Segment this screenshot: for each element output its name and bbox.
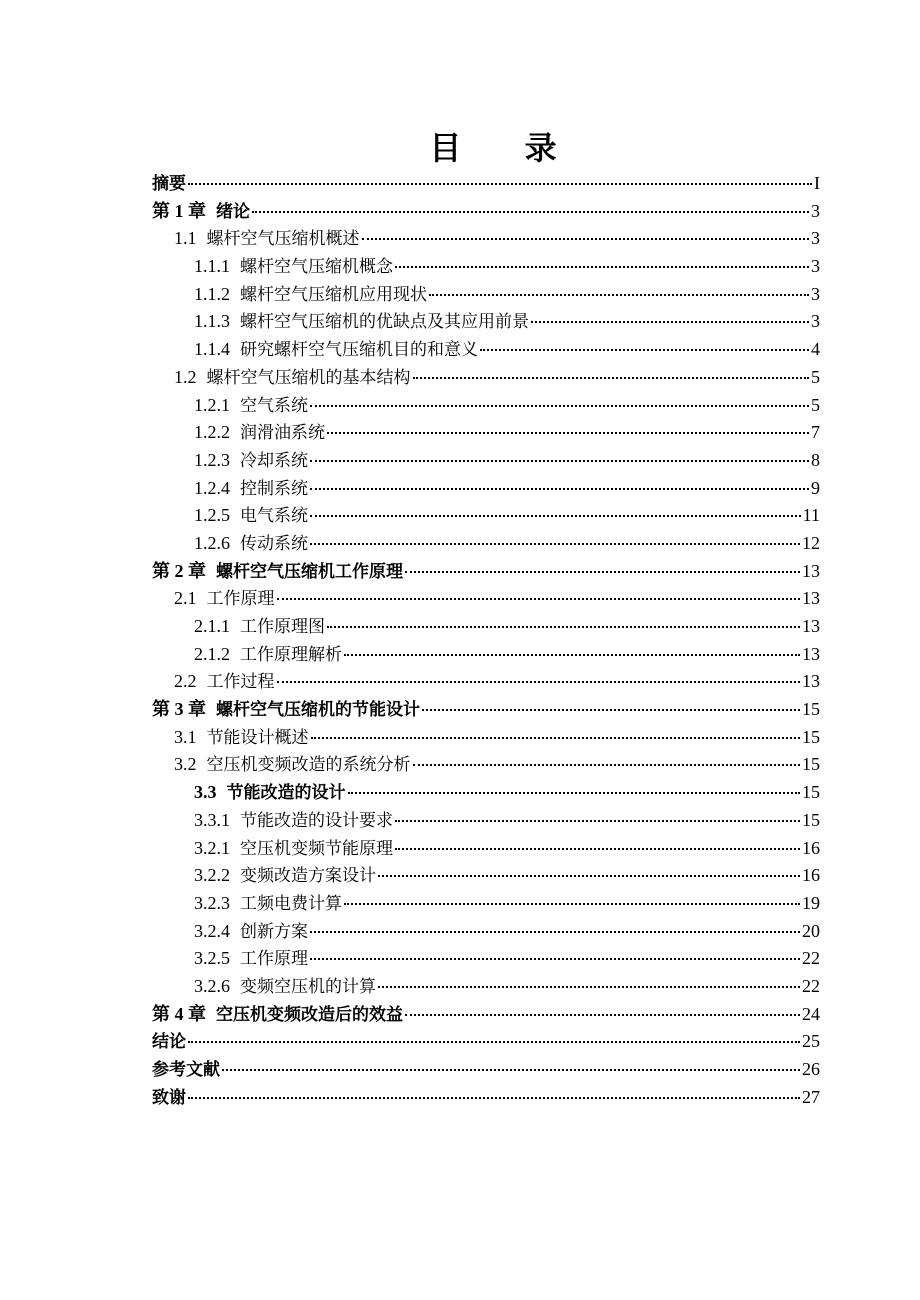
toc-entry-label: [194, 807, 393, 836]
toc-entry-title: 传动系统: [240, 533, 308, 554]
toc-entry[interactable]: [152, 447, 820, 475]
toc-entry[interactable]: [152, 696, 820, 724]
toc-entry-page-number: 7: [811, 422, 820, 443]
toc-entry-label: [194, 613, 325, 642]
toc-entry-number: 1.1: [174, 228, 197, 249]
toc-entry-label: [152, 1057, 220, 1085]
toc-entry-page-number: 15: [802, 726, 820, 747]
toc-entry-title: 空气系统: [240, 395, 308, 416]
toc-entry-label: [194, 475, 308, 504]
toc-entry-number: 第 1 章: [152, 200, 206, 221]
toc-dot-leader: [395, 820, 800, 822]
toc-entry-label: [194, 862, 376, 891]
toc-entry-number: 1.2.5: [194, 505, 230, 526]
toc-entry-page-number: 19: [802, 892, 820, 913]
toc-entry-page-number: 15: [802, 809, 820, 830]
toc-dot-leader: [188, 1041, 800, 1043]
toc-dot-leader: [395, 848, 800, 850]
toc-entry-number: 1.2.6: [194, 532, 230, 553]
toc-dot-leader: [378, 875, 800, 877]
toc-entry[interactable]: [152, 585, 820, 613]
toc-entry[interactable]: [152, 198, 820, 226]
toc-entry-title: 工作原理: [206, 589, 275, 610]
toc-entry[interactable]: [152, 419, 820, 447]
toc-entry-page-number: 3: [811, 311, 820, 332]
toc-entry-title: 螺杆空气压缩机的基本结构: [206, 367, 411, 388]
toc-entry[interactable]: [152, 558, 820, 586]
toc-entry-page-number: 3: [811, 256, 820, 277]
toc-entry-label: [194, 447, 308, 476]
toc-entry-label: [194, 502, 308, 531]
toc-entry-label: [194, 890, 342, 919]
toc-entry-number: 3.2: [174, 754, 197, 775]
toc-entry-label: [174, 364, 411, 393]
toc-entry-title: 电气系统: [240, 506, 308, 527]
toc-entry-title: 螺杆空气压缩机概述: [206, 229, 360, 250]
toc-entry[interactable]: [152, 1084, 820, 1112]
toc-entry-label: [152, 696, 420, 725]
toc-entry-title: 变频空压机的计算: [240, 976, 376, 997]
toc-entry-title: 参考文献: [152, 1060, 220, 1080]
toc-entry-title: 控制系统: [240, 478, 308, 499]
toc-entry[interactable]: [152, 170, 820, 198]
toc-entry-page-number: 22: [802, 975, 820, 996]
toc-entry-title: 节能设计概述: [206, 727, 309, 748]
toc-entry-title: 创新方案: [240, 921, 308, 942]
toc-entry-title: 螺杆空气压缩机工作原理: [216, 561, 403, 582]
toc-entry-number: 第 4 章: [152, 1003, 206, 1024]
toc-entry[interactable]: [152, 807, 820, 835]
toc-entry-title: 工作原理图: [240, 617, 325, 637]
toc-entry-number: 3.2.5: [194, 948, 230, 969]
toc-entry[interactable]: [152, 779, 820, 807]
toc-entry[interactable]: [152, 862, 820, 890]
toc-entry-label: [194, 336, 478, 365]
toc-dot-leader: [188, 183, 812, 185]
toc-entry-number: 第 2 章: [152, 560, 206, 581]
toc-entry[interactable]: [152, 308, 820, 336]
toc-entry-page-number: 25: [802, 1031, 820, 1052]
toc-entry[interactable]: [152, 364, 820, 392]
toc-entry[interactable]: [152, 530, 820, 558]
toc-entry[interactable]: [152, 392, 820, 420]
toc-dot-leader: [310, 460, 809, 462]
toc-dot-leader: [310, 488, 809, 490]
toc-entry[interactable]: [152, 502, 820, 530]
toc-entry-title: 螺杆空气压缩机的节能设计: [216, 700, 420, 721]
toc-entry-page-number: 13: [802, 643, 820, 664]
toc-entry-page-number: 11: [802, 505, 820, 526]
toc-entry-number: 1.2: [174, 366, 197, 387]
toc-entry-page-number: 3: [811, 228, 820, 249]
toc-entry-title: 节能改造的设计: [226, 783, 346, 804]
toc-entry[interactable]: [152, 668, 820, 696]
toc-entry-page-number: 3: [811, 200, 820, 221]
toc-entry-label: [152, 1085, 186, 1113]
toc-entry-label: [194, 918, 308, 947]
toc-entry-label: [152, 198, 250, 227]
toc-entry-title: 节能改造的设计要求: [240, 810, 393, 831]
toc-entry-number: 3.3.1: [194, 809, 230, 830]
toc-list: [152, 170, 820, 1111]
toc-entry-label: [174, 225, 360, 254]
toc-entry[interactable]: [152, 475, 820, 503]
toc-entry-number: 1.2.2: [194, 422, 230, 443]
toc-entry-page-number: 22: [802, 948, 820, 969]
toc-dot-leader: [531, 321, 809, 323]
toc-dot-leader: [310, 515, 801, 517]
toc-entry-title: 工作原理: [240, 949, 308, 970]
toc-entry-number: 3.2.2: [194, 865, 230, 886]
toc-dot-leader: [413, 377, 810, 379]
toc-dot-leader: [310, 958, 800, 960]
toc-entry-page-number: 13: [802, 616, 820, 636]
toc-entry-title: 结论: [152, 1032, 186, 1053]
toc-entry-page-number: 26: [802, 1059, 820, 1079]
toc-entry-page-number: 5: [811, 366, 820, 387]
toc-entry[interactable]: [152, 1056, 820, 1084]
toc-dot-leader: [310, 931, 800, 933]
toc-entry-page-number: 15: [802, 699, 820, 720]
toc-entry-label: [194, 392, 308, 421]
toc-dot-leader: [395, 266, 809, 268]
toc-entry[interactable]: [152, 890, 820, 918]
toc-dot-leader: [344, 654, 800, 656]
toc-title: 目 录: [429, 129, 583, 167]
toc-entry-title: 致谢: [152, 1087, 186, 1108]
toc-entry[interactable]: [152, 336, 820, 364]
toc-entry[interactable]: [152, 613, 820, 641]
toc-entry[interactable]: [152, 835, 820, 863]
toc-entry[interactable]: [152, 724, 820, 752]
toc-dot-leader: [222, 1069, 800, 1071]
toc-entry-label: [194, 779, 346, 808]
toc-entry-title: 冷却系统: [240, 450, 308, 471]
toc-entry-number: 1.2.4: [194, 477, 230, 498]
toc-entry-title: 螺杆空气压缩机的优缺点及其应用前景: [240, 312, 529, 333]
toc-dot-leader: [422, 709, 800, 711]
toc-entry[interactable]: [152, 973, 820, 1001]
toc-entry-label: [174, 668, 275, 697]
toc-entry-number: 第 3 章: [152, 699, 206, 720]
toc-entry-label: [174, 585, 275, 614]
toc-dot-leader: [344, 903, 800, 905]
toc-entry-label: [174, 751, 411, 780]
toc-dot-leader: [327, 432, 809, 434]
toc-entry-label: [194, 253, 393, 282]
toc-dot-leader: [378, 986, 800, 988]
toc-entry-number: 1.1.1: [194, 256, 230, 277]
toc-entry[interactable]: [152, 1001, 820, 1029]
toc-entry-label: [194, 945, 308, 974]
toc-entry-page-number: 24: [802, 1003, 820, 1024]
toc-entry-title: 螺杆空气压缩机应用现状: [240, 284, 427, 305]
toc-entry-title: 工作原理解析: [240, 644, 342, 665]
toc-entry-page-number: 27: [802, 1086, 820, 1107]
toc-entry-title: 润滑油系统: [240, 423, 325, 444]
toc-entry-title: 空压机变频改造的系统分析: [206, 755, 411, 776]
toc-entry-page-number: 3: [811, 283, 820, 304]
toc-dot-leader: [252, 211, 809, 213]
toc-entry[interactable]: [152, 918, 820, 946]
toc-dot-leader: [480, 349, 809, 351]
toc-entry-title: 摘要: [152, 174, 186, 194]
toc-dot-leader: [277, 598, 801, 600]
toc-entry-title: 研究螺杆空气压缩机目的和意义: [240, 340, 478, 361]
toc-dot-leader: [310, 543, 800, 545]
toc-entry-number: 1.1.3: [194, 311, 230, 332]
toc-entry-number: 3.2.6: [194, 975, 230, 996]
toc-entry-number: 2.2: [174, 671, 197, 692]
toc-entry-number: 2.1.2: [194, 643, 230, 664]
toc-entry-label: [194, 281, 427, 310]
toc-entry-label: [152, 1001, 403, 1030]
toc-entry-number: 1.1.2: [194, 283, 230, 304]
toc-entry[interactable]: [152, 225, 820, 253]
toc-entry-page-number: 16: [802, 837, 820, 858]
toc-dot-leader: [188, 1097, 800, 1099]
toc-entry-label: [152, 558, 403, 587]
toc-entry-label: [194, 530, 308, 559]
toc-entry-number: 3.2.3: [194, 892, 230, 913]
toc-entry-number: 1.1.4: [194, 339, 230, 360]
toc-entry-label: [194, 973, 376, 1002]
toc-entry-label: [194, 835, 393, 864]
toc-entry-page-number: 15: [802, 782, 820, 803]
toc-entry-page-number: 5: [811, 394, 820, 415]
toc-entry-page-number: 16: [802, 865, 820, 886]
toc-entry-label: [194, 419, 325, 448]
toc-dot-leader: [277, 681, 801, 683]
toc-entry-number: 3.2.4: [194, 920, 230, 941]
toc-entry-page-number: 20: [802, 920, 820, 941]
toc-entry[interactable]: [152, 281, 820, 309]
toc-entry-title: 螺杆空气压缩机概念: [240, 257, 393, 278]
toc-dot-leader: [348, 792, 801, 794]
toc-dot-leader: [327, 626, 800, 628]
toc-entry[interactable]: [152, 1028, 820, 1056]
toc-entry-page-number: 15: [802, 754, 820, 775]
toc-entry-page-number: 8: [811, 449, 820, 470]
toc-entry-title: 绪论: [216, 201, 250, 222]
toc-entry[interactable]: [152, 751, 820, 779]
toc-entry[interactable]: [152, 641, 820, 669]
toc-entry-number: 2.1.1: [194, 616, 230, 636]
toc-entry-title: 空压机变频改造后的效益: [216, 1004, 403, 1025]
toc-entry-page-number: 13: [802, 588, 820, 609]
toc-dot-leader: [310, 405, 809, 407]
toc-entry-label: [194, 641, 342, 670]
toc-entry-title: 工作过程: [206, 672, 275, 693]
toc-dot-leader: [413, 764, 801, 766]
toc-entry-title: 工频电费计算: [240, 893, 342, 914]
toc-entry-page-number: 4: [811, 339, 820, 360]
toc-entry-label: [194, 308, 529, 337]
toc-entry[interactable]: [152, 945, 820, 973]
toc-entry-label: [174, 724, 309, 753]
toc-entry-title: 空压机变频节能原理: [240, 838, 393, 859]
toc-dot-leader: [311, 737, 801, 739]
toc-entry-label: [152, 1029, 186, 1057]
toc-entry-label: [152, 171, 186, 199]
toc-entry-number: 3.3: [194, 782, 217, 803]
toc-entry-page-number: 12: [802, 532, 820, 553]
toc-entry-number: 1.2.3: [194, 449, 230, 470]
toc-entry-page-number: 9: [811, 477, 820, 498]
toc-entry-page-number: I: [814, 173, 820, 193]
toc-dot-leader: [362, 238, 810, 240]
toc-entry-page-number: 13: [802, 671, 820, 692]
toc-entry-number: 3.2.1: [194, 837, 230, 858]
toc-entry-number: 1.2.1: [194, 394, 230, 415]
toc-entry-number: 2.1: [174, 588, 197, 609]
toc-dot-leader: [429, 294, 809, 296]
toc-entry-number: 3.1: [174, 726, 197, 747]
toc-entry-title: 变频改造方案设计: [240, 866, 376, 887]
toc-dot-leader: [405, 571, 800, 573]
toc-entry[interactable]: [152, 253, 820, 281]
toc-dot-leader: [405, 1014, 800, 1016]
toc-entry-page-number: 13: [802, 560, 820, 581]
